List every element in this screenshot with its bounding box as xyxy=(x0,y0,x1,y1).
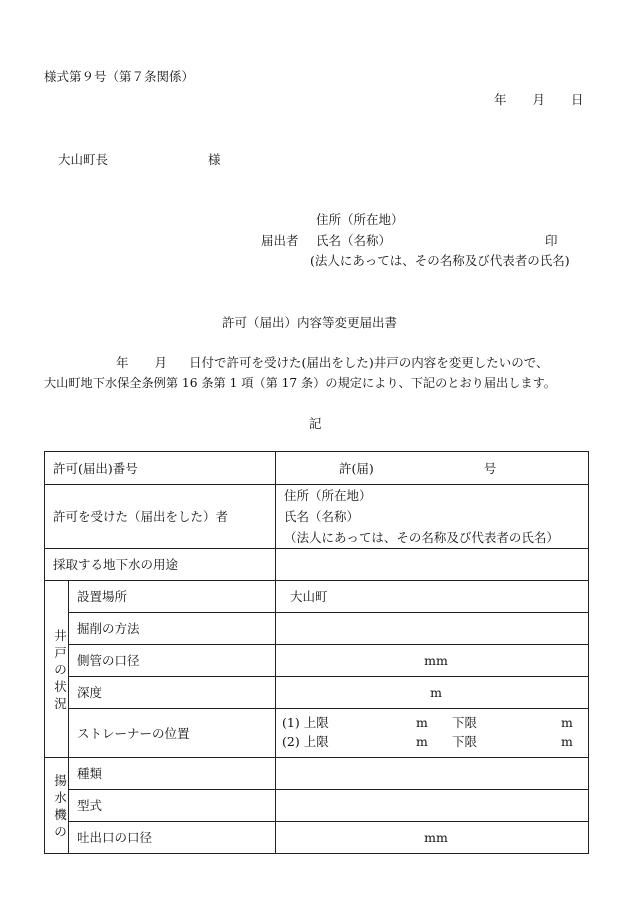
pump-char: 水 xyxy=(54,789,67,805)
strainer-row-2 xyxy=(282,733,588,752)
casing-value[interactable]: mm xyxy=(276,645,589,677)
strainer-lower-unit: m xyxy=(561,715,573,730)
table-row xyxy=(45,452,589,485)
date-line xyxy=(494,90,584,108)
location-value[interactable]: 大山町 xyxy=(276,581,589,613)
pump-model-label: 型式 xyxy=(69,790,276,822)
pump-model-value[interactable] xyxy=(276,790,589,822)
table-row xyxy=(45,790,589,822)
body-line-1 xyxy=(116,353,549,371)
applicant-name-label: 氏名（名称） xyxy=(316,233,392,248)
well-char: 戸 xyxy=(54,644,67,660)
table-row xyxy=(45,645,589,677)
strainer-row-1 xyxy=(282,714,588,733)
strainer-lower-label: 下限 xyxy=(452,734,478,749)
document-title: 許可（届出）内容等変更届出書 xyxy=(222,315,398,330)
well-status-group xyxy=(45,581,69,758)
strainer-lower-unit: m xyxy=(561,734,573,749)
depth-label: 深度 xyxy=(69,677,276,709)
outlet-label: 吐出口の口径 xyxy=(69,822,276,854)
strainer-upper-label: (2) 上限 xyxy=(282,734,329,749)
form-table xyxy=(44,451,589,854)
date-month: 月 xyxy=(532,92,546,107)
date-year: 年 xyxy=(494,92,507,107)
usage-label: 採取する地下水の用途 xyxy=(45,549,276,581)
well-char: 井 xyxy=(54,627,67,643)
table-row xyxy=(45,758,589,790)
location-label: 設置場所 xyxy=(69,581,276,613)
table-row xyxy=(45,822,589,854)
addressee-honorific: 様 xyxy=(208,152,221,167)
strainer-label: ストレーナーの位置 xyxy=(69,709,276,758)
table-row xyxy=(45,677,589,709)
casing-label: 側管の口径 xyxy=(69,645,276,677)
date-day: 日 xyxy=(571,92,584,107)
strainer-value[interactable] xyxy=(276,709,589,758)
strainer-upper-unit: m xyxy=(416,715,428,730)
strainer-upper-unit: m xyxy=(416,734,428,749)
outlet-value[interactable]: mm xyxy=(276,822,589,854)
pump-char: 揚 xyxy=(54,772,67,788)
usage-value[interactable] xyxy=(276,549,589,581)
body-rest: 日付で許可を受けた(届出をした)井戸の内容を変更したいので、 xyxy=(189,355,549,370)
permittee-label: 許可を受けた（届出をした）者 xyxy=(45,485,276,549)
applicant-role-label: 届出者 xyxy=(261,233,299,248)
pump-char: の xyxy=(54,823,67,839)
drilling-value[interactable] xyxy=(276,613,589,645)
ki-label: 記 xyxy=(309,416,322,431)
permittee-cell[interactable] xyxy=(276,485,589,549)
addressee-name: 大山町長 xyxy=(58,152,109,167)
permit-no-suffix: 号 xyxy=(483,460,497,476)
body-year: 年 xyxy=(116,355,129,370)
table-row xyxy=(45,549,589,581)
pump-type-label: 種類 xyxy=(69,758,276,790)
drilling-label: 掘削の方法 xyxy=(69,613,276,645)
well-char: 状 xyxy=(54,678,67,694)
strainer-lower-label: 下限 xyxy=(452,715,478,730)
permittee-address: 住所（所在地） xyxy=(284,488,372,503)
table-row xyxy=(45,709,589,758)
form-number: 様式第９号（第７条関係） xyxy=(44,69,195,84)
permit-no-label: 許可(届出)番号 xyxy=(45,452,276,485)
permittee-note: （法人にあっては、その名称及び代表者の氏名） xyxy=(284,530,559,545)
well-char: 況 xyxy=(54,695,67,711)
seal-mark: 印 xyxy=(545,233,558,248)
permit-no-prefix: 許(届) xyxy=(339,460,374,476)
pump-group xyxy=(45,758,69,854)
body-month: 月 xyxy=(154,355,168,370)
pump-char: 機 xyxy=(54,806,67,822)
table-row xyxy=(45,581,589,613)
well-char: の xyxy=(54,661,67,677)
body-line-2: 大山町地下水保全条例第 16 条第 1 項（第 17 条）の規定により、下記のとおり届出します。 xyxy=(44,376,556,390)
table-row xyxy=(45,613,589,645)
strainer-upper-label: (1) 上限 xyxy=(282,715,329,730)
pump-type-value[interactable] xyxy=(276,758,589,790)
depth-value[interactable]: m xyxy=(276,677,589,709)
permittee-name: 氏名（名称） xyxy=(284,509,360,524)
table-row xyxy=(45,485,589,549)
applicant-note: (法人にあっては、その名称及び代表者の氏名) xyxy=(310,253,570,268)
applicant-address-label: 住所（所在地） xyxy=(316,212,404,227)
permit-no-cell[interactable] xyxy=(276,452,589,485)
